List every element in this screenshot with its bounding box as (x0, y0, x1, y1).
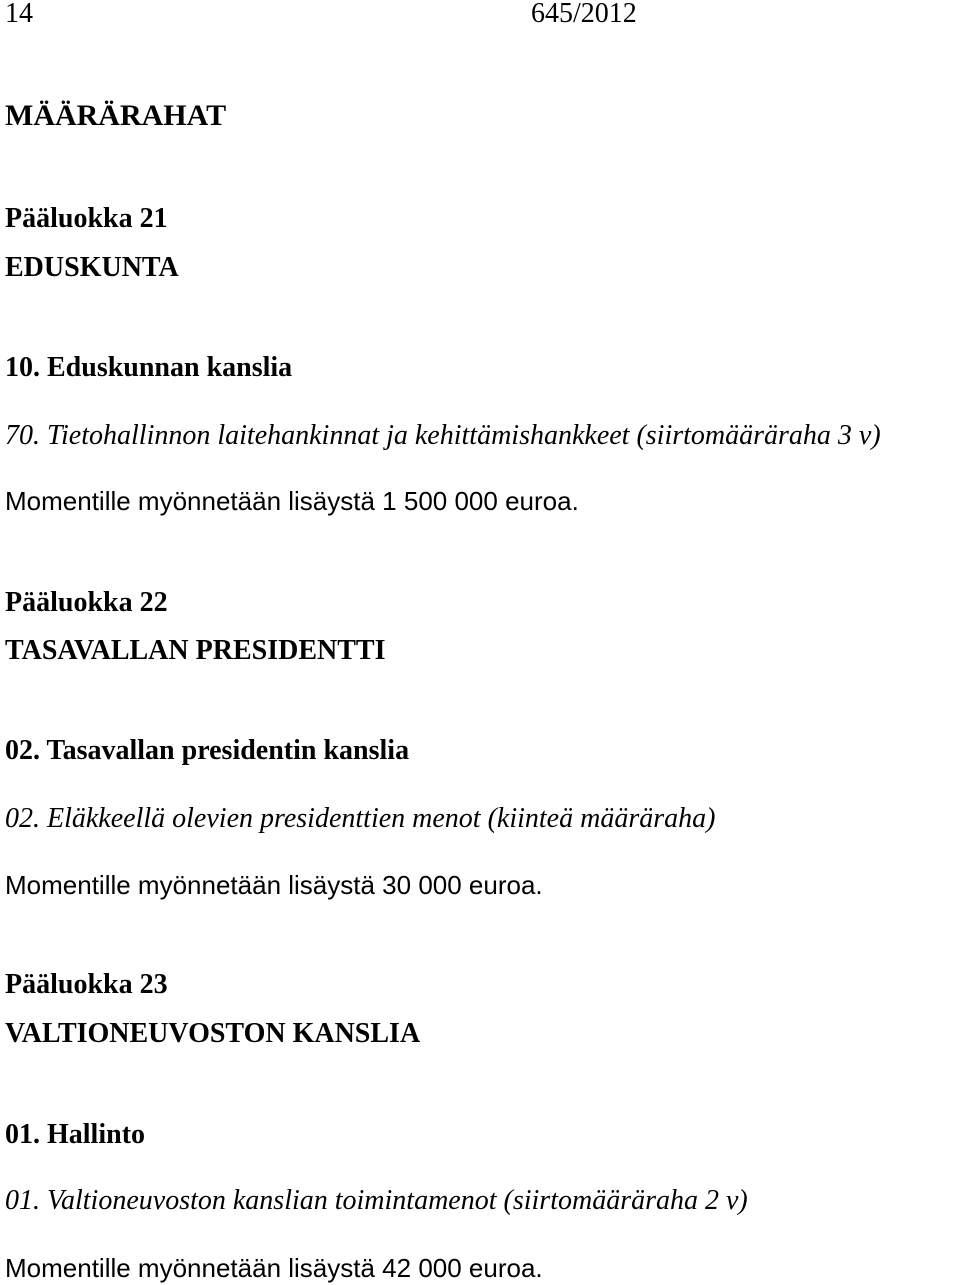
main-class-name: VALTIONEUVOSTON KANSLIA (5, 1018, 421, 1049)
body-text: Momentille myönnetään lisäystä 42 000 euroa. (5, 1253, 543, 1283)
document-number: 645/2012 (531, 0, 637, 29)
main-class-heading: Pääluokka 23 (5, 969, 168, 1000)
item-heading: 02. Eläkkeellä olevien presidenttien menot (kiinteä määräraha) (5, 803, 716, 834)
item-heading: 70. Tietohallinnon laitehankinnat ja kehittämishankkeet (siirtomääräraha 3 v) (5, 420, 881, 451)
main-class-heading: Pääluokka 22 (5, 587, 168, 618)
chapter-heading: 10. Eduskunnan kanslia (5, 352, 293, 383)
page-title: MÄÄRÄRAHAT (5, 99, 227, 132)
chapter-heading: 02. Tasavallan presidentin kanslia (5, 735, 410, 766)
body-text: Momentille myönnetään lisäystä 30 000 euroa. (5, 870, 543, 900)
body-text: Momentille myönnetään lisäystä 1 500 000 euroa. (5, 486, 579, 516)
main-class-heading: Pääluokka 21 (5, 203, 168, 234)
main-class-name: EDUSKUNTA (5, 252, 179, 283)
chapter-heading: 01. Hallinto (5, 1119, 146, 1150)
main-class-name: TASAVALLAN PRESIDENTTI (5, 635, 386, 666)
item-heading: 01. Valtioneuvoston kanslian toimintamenot (siirtomääräraha 2 v) (5, 1185, 748, 1216)
page-number: 14 (5, 0, 33, 29)
